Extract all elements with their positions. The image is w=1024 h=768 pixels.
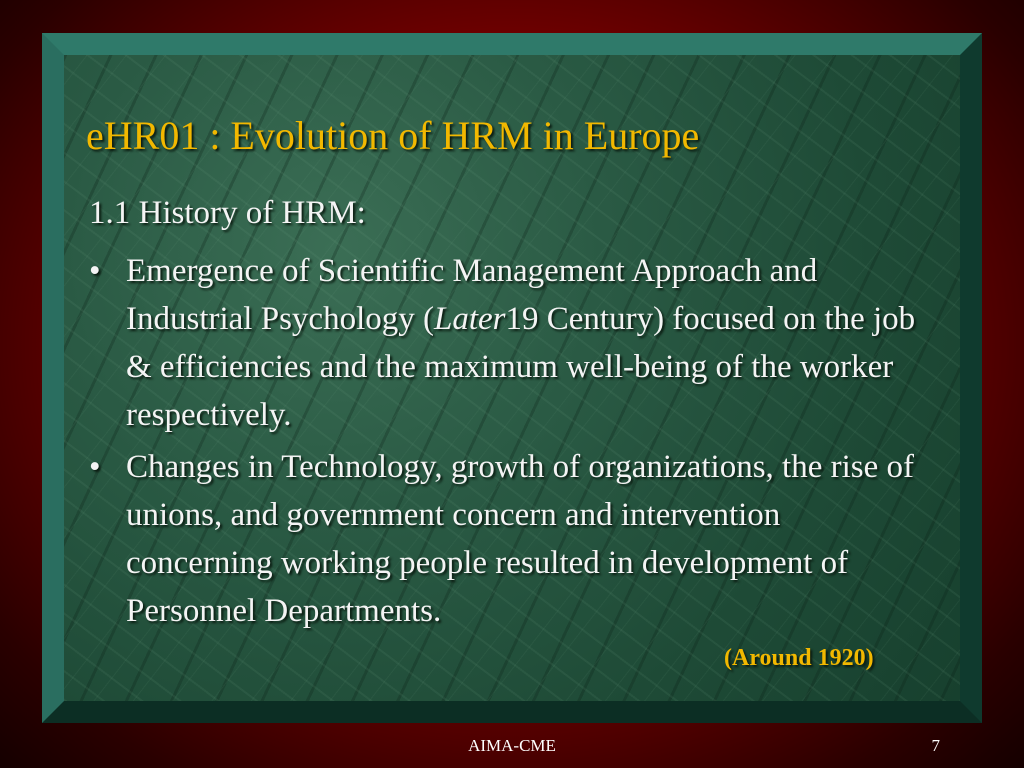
bullet-icon: • — [89, 253, 101, 289]
bullet-item — [89, 443, 919, 635]
page-number: 7 — [931, 736, 940, 755]
bullet-item — [89, 247, 919, 439]
footer-label: AIMA-CME — [468, 736, 556, 755]
bullet-text: Emergence of Scientific Management Approach and Industrial Psychology ( — [126, 253, 818, 337]
slide-content — [89, 189, 919, 639]
bullet-italic-text: Later — [433, 301, 506, 337]
bullet-icon: • — [89, 449, 101, 485]
slide-frame — [42, 33, 982, 723]
slide-title: eHR01 : Evolution of HRM in Europe — [86, 113, 700, 158]
bullet-text: 19 Century) focused on the job & efficiencies and the maximum well-being of the worker respectively. — [126, 301, 916, 433]
date-note: (Around 1920) — [724, 645, 874, 671]
bullet-text: Changes in Technology, growth of organizations, the rise of unions, and government concern and intervention concerning working people resulted in development of Personnel Departments. — [126, 449, 915, 629]
marble-panel — [64, 55, 960, 701]
subheading: 1.1 History of HRM: — [89, 195, 366, 231]
